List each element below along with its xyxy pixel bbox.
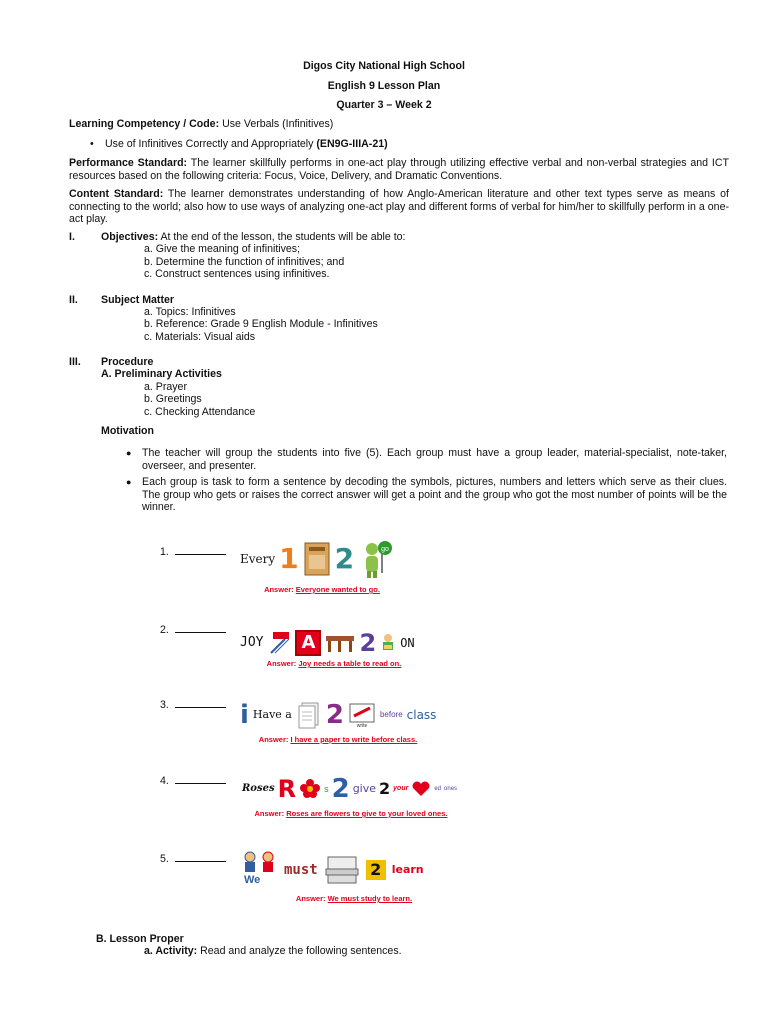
learning-competency: Learning Competency / Code: Use Verbals (Infinitives) [69, 118, 334, 130]
plan-title: English 9 Lesson Plan [327, 80, 441, 92]
puzzle-number: 1. [160, 546, 226, 559]
puzzle-word: We [244, 874, 261, 886]
puzzle-word: JOY [240, 634, 264, 650]
puzzle-word: R [277, 774, 297, 803]
objectives-heading: Objectives: At the end of the lesson, the students will be able to: [101, 231, 406, 243]
objective-item: a. Give the meaning of infinitives; [144, 243, 301, 255]
objective-item: b. Determine the function of infinitives; and [144, 256, 345, 268]
motivation-heading: Motivation [101, 425, 154, 437]
answer-blank [175, 853, 226, 862]
subject-heading: Subject Matter [101, 294, 174, 306]
preliminary-item: a. Prayer [144, 381, 187, 393]
puzzle-5-clue [242, 848, 424, 892]
puzzle-answer: Answer: Joy needs a table to read on. [266, 659, 402, 668]
procedure-heading: Procedure [101, 356, 154, 368]
puzzle-word: ON [400, 635, 415, 650]
puzzle-word: must [284, 861, 318, 878]
puzzle-answer: Answer: Roses are flowers to give to your loved ones. [254, 809, 448, 818]
subject-item: a. Topics: Infinitives [144, 306, 236, 318]
write-pencil-icon [348, 702, 376, 728]
flower-icon [299, 778, 321, 800]
puzzle-word: 2 [359, 628, 377, 657]
people-icon [242, 850, 278, 874]
puzzle-word: Roses [242, 782, 275, 794]
answer-blank [175, 699, 226, 708]
puzzle-3-clue [240, 693, 436, 737]
lesson-proper-heading: B. Lesson Proper [96, 933, 184, 945]
puzzle-word: class [406, 707, 437, 722]
puzzle-number: 5. [160, 853, 226, 866]
puzzle-number: 2. [160, 624, 226, 637]
preliminary-heading: A. Preliminary Activities [101, 368, 222, 380]
subject-item: b. Reference: Grade 9 English Module - Infinitives [144, 318, 378, 330]
quarter-title: Quarter 3 – Week 2 [336, 99, 432, 111]
subject-item: c. Materials: Visual aids [144, 331, 256, 343]
procedure-number: III. [69, 356, 81, 368]
puzzle-answer: Answer: I have a paper to write before class. [258, 735, 418, 744]
activity-line: a. Activity: Read and analyze the following sentences. [144, 945, 402, 957]
answer-blank [175, 624, 226, 633]
puzzle-word: give [352, 781, 377, 795]
puzzle-4-clue [242, 767, 457, 811]
love-heart-icon [411, 781, 431, 797]
puzzle-word: your [393, 784, 409, 792]
answer-blank [175, 775, 226, 784]
puzzle-word: i [240, 699, 249, 730]
content-standard: Content Standard: The learner demonstrates understanding of how Anglo-American literature and other text types serve as means of connecting to the world; also how to use ways of analyzing one-act play and different forms of verbal for him/her to skillfully perform in a one-act play. [69, 188, 729, 226]
puzzle-word: ones [444, 785, 458, 792]
puzzle-answer: Answer: We must study to learn. [295, 894, 413, 903]
preliminary-item: c. Checking Attendance [144, 406, 256, 418]
puzzle-word: A [295, 630, 321, 656]
paper-icon [296, 701, 322, 729]
motivation-bullet: ● The teacher will group the students into five (5). Each group must have a group leader, material-specialist, note-taker, overseer, and presenter. [126, 447, 727, 472]
go-sign-person-icon [358, 539, 394, 579]
puzzle-word: 2 [366, 860, 386, 880]
wanted-poster-icon [303, 541, 331, 577]
puzzle-word: Have a [252, 707, 292, 721]
we-people-icon [242, 850, 278, 890]
svg-text:write: write [356, 723, 368, 728]
performance-standard: Performance Standard: The learner skillfully performs in one-act play through utilizing effective verbal and non-verbal strategies and ICT resources based on the following criteria: Focus, Voice, Delivery, and Dramatic Conventions. [69, 157, 729, 182]
needs-cross-stitch-icon [267, 631, 291, 655]
preliminary-item: b. Greetings [144, 393, 202, 405]
puzzle-word: 1 [279, 541, 299, 575]
motivation-bullet: ● Each group is task to form a sentence by decoding the symbols, pictures, numbers and letters which serve as their clues. The group who gets or raises the correct answer will get a point and the group who got the most number of points will be the winner. [126, 476, 727, 514]
puzzle-answer: Answer: Everyone wanted to go. [264, 585, 380, 594]
objectives-number: I. [69, 231, 75, 243]
puzzle-word: s [324, 783, 329, 794]
puzzle-word: Every [240, 551, 276, 566]
svg-text:go: go [381, 546, 390, 553]
puzzle-word: 2 [334, 541, 355, 575]
puzzle-word: ed [434, 785, 442, 792]
puzzle-word: learn [391, 862, 424, 876]
puzzle-1-clue [240, 537, 394, 581]
objective-item: c. Construct sentences using infinitives. [144, 268, 330, 280]
school-name: Digos City National High School [303, 60, 465, 72]
study-books-icon [324, 853, 360, 887]
subject-number: II. [69, 294, 78, 306]
puzzle-number: 4. [160, 775, 226, 788]
puzzle-word: before [379, 709, 403, 719]
puzzle-number: 3. [160, 699, 226, 712]
reading-child-icon [380, 632, 396, 654]
puzzle-word: 2 [379, 778, 391, 798]
puzzle-word: 2 [331, 773, 350, 804]
answer-blank [175, 546, 226, 555]
table-icon [325, 633, 355, 653]
puzzle-word: 2 [325, 699, 344, 730]
